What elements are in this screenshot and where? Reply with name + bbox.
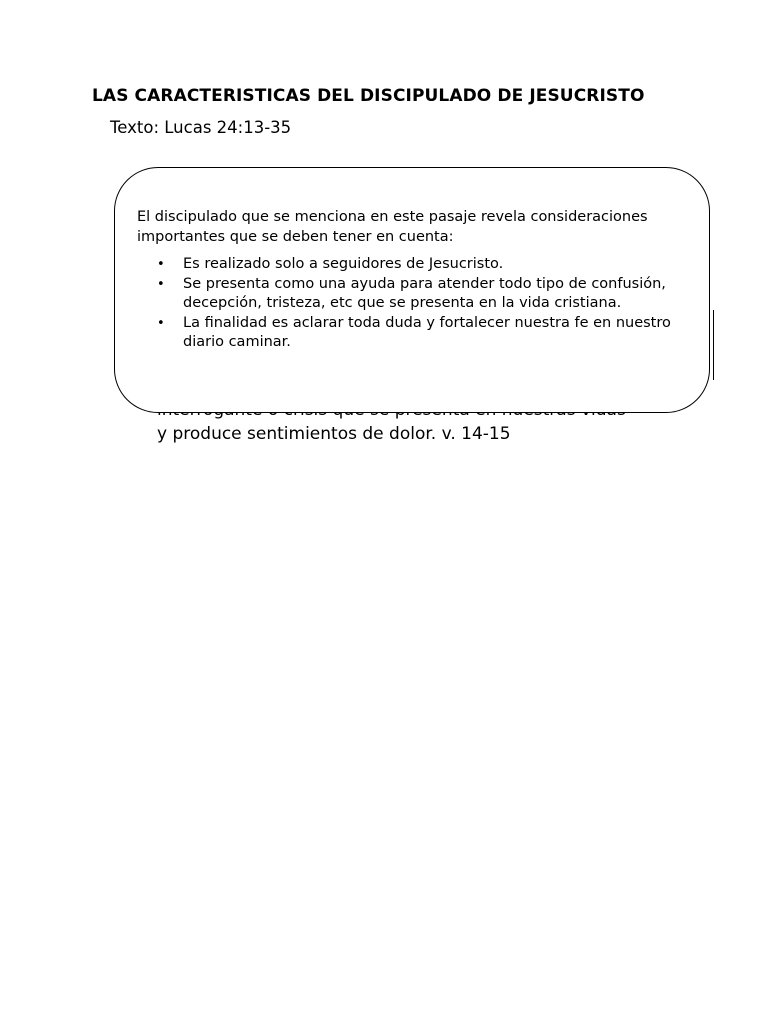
bullet-icon: •: [157, 315, 165, 331]
list-item: [137, 275, 685, 314]
scripture-reference: Texto: Lucas 24:13-35: [110, 118, 292, 137]
callout-list: [137, 255, 685, 353]
document-title: LAS CARACTERISTICAS DEL DISCIPULADO DE JESUCRISTO: [92, 86, 645, 106]
callout-box: [114, 167, 710, 413]
list-item-text: Es realizado solo a seguidores de Jesucristo.: [183, 256, 504, 272]
callout-intro: El discipulado que se menciona en este pasaje revela consideraciones importantes que se deben tener en cuenta:: [137, 209, 648, 245]
list-item-text: La finalidad es aclarar toda duda y fortalecer nuestra fe en nuestro diario caminar.: [183, 314, 671, 350]
list-item: [137, 314, 685, 353]
hidden-paragraph-line-2: y produce sentimientos de dolor. v. 14-15: [157, 424, 511, 444]
list-item-text: Se presenta como una ayuda para atender todo tipo de confusión, decepción, tristeza, etc que se presenta en la vida cristiana.: [183, 275, 666, 311]
list-item: [137, 255, 685, 275]
bullet-icon: •: [157, 257, 165, 272]
bullet-icon: •: [157, 276, 165, 292]
